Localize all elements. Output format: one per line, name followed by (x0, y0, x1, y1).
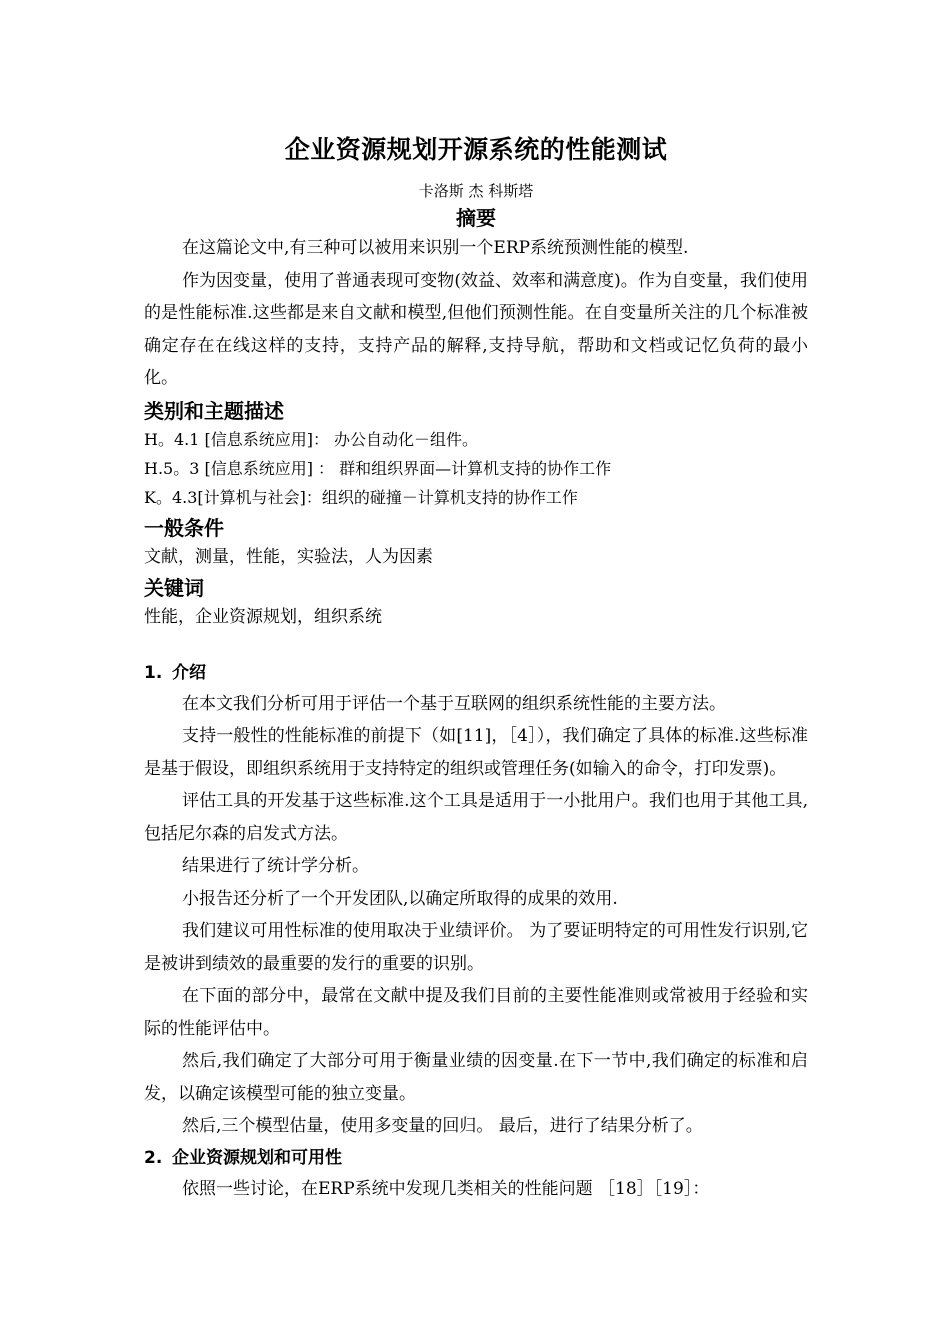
general-terms-text: 文献，测量，性能，实验法，人为因素 (144, 546, 433, 567)
body-paragraph: 支持一般性的性能标准的前提下（如[11]，［4］），我们确定了具体的标准.这些标准是基于假设，即组织系统用于支持特定的组织或管理任务(如输入的命令，打印发票)。 (144, 726, 808, 779)
section-number: 1. (144, 662, 163, 683)
abstract-paragraph: 在这篇论文中,有三种可以被用来识别一个ERP系统预测性能的模型. (182, 238, 689, 258)
section-spacer (144, 632, 808, 658)
keywords-heading: 关键词 (144, 575, 204, 600)
abstract-heading: 摘要 (456, 206, 496, 230)
body-paragraph: 我们建议可用性标准的使用取决于业绩评价。 为了要证明特定的可用性发行识别,它是被讲到绩效的最重要的发行的重要的识别。 (144, 921, 808, 974)
keywords-text: 性能，企业资源规划，组织系统 (144, 606, 382, 627)
section-number: 2. (144, 1147, 163, 1168)
body-paragraph: 然后,我们确定了大部分可用于衡量业绩的因变量.在下一节中,我们确定的标准和启发，以确定该模型可能的独立变量。 (144, 1051, 808, 1104)
category-line: K。4.3[计算机与社会]：组织的碰撞－计算机支持的协作工作 (144, 487, 578, 507)
section-title: 介绍 (172, 662, 206, 683)
body-paragraph: 评估工具的开发基于这些标准.这个工具是适用于一小批用户。我们也用于其他工具,包括尼尔森的启发式方法。 (144, 791, 808, 844)
body-paragraph: 然后,三个模型估量，使用多变量的回归。 最后，进行了结果分析了。 (182, 1116, 703, 1136)
section-2-heading (144, 1143, 808, 1173)
body-paragraph: 依照一些讨论，在ERP系统中发现几类相关的性能问题 ［18］［19］： (182, 1178, 710, 1199)
section-title: 企业资源规划和可用性 (172, 1147, 342, 1168)
abstract-paragraph: 作为因变量，使用了普通表现可变物(效益、效率和满意度)。作为自变量，我们使用的是性能标准.这些都是来自文献和模型,但他们预测性能。在自变量所关注的几个标准被确定存在在线这样的支持，支持产品的解释,支持导航，帮助和文档或记忆负荷的最小化。 (144, 270, 808, 388)
body-paragraph: 在下面的部分中，最常在文献中提及我们目前的主要性能准则或常被用于经验和实际的性能评估中。 (144, 986, 808, 1039)
category-line: H.5。3 [信息系统应用] ： 群和组织界面—计算机支持的协作工作 (144, 458, 612, 478)
categories-heading: 类别和主题描述 (144, 398, 284, 423)
paper-title: 企业资源规划开源系统的性能测试 (284, 135, 668, 164)
general-terms-heading: 一般条件 (144, 515, 224, 540)
body-paragraph: 结果进行了统计学分析。 (182, 856, 369, 876)
body-paragraph: 在本文我们分析可用于评估一个基于互联网的组织系统性能的主要方法。 (182, 693, 726, 714)
section-1-heading (144, 658, 808, 688)
category-line: H。4.1 [信息系统应用]： 办公自动化－组件。 (144, 429, 479, 449)
body-paragraph: 小报告还分析了一个开发团队,以确定所取得的成果的效用. (182, 888, 618, 909)
author-name: 卡洛斯 杰 科斯塔 (418, 182, 534, 200)
document-page (144, 130, 808, 1205)
